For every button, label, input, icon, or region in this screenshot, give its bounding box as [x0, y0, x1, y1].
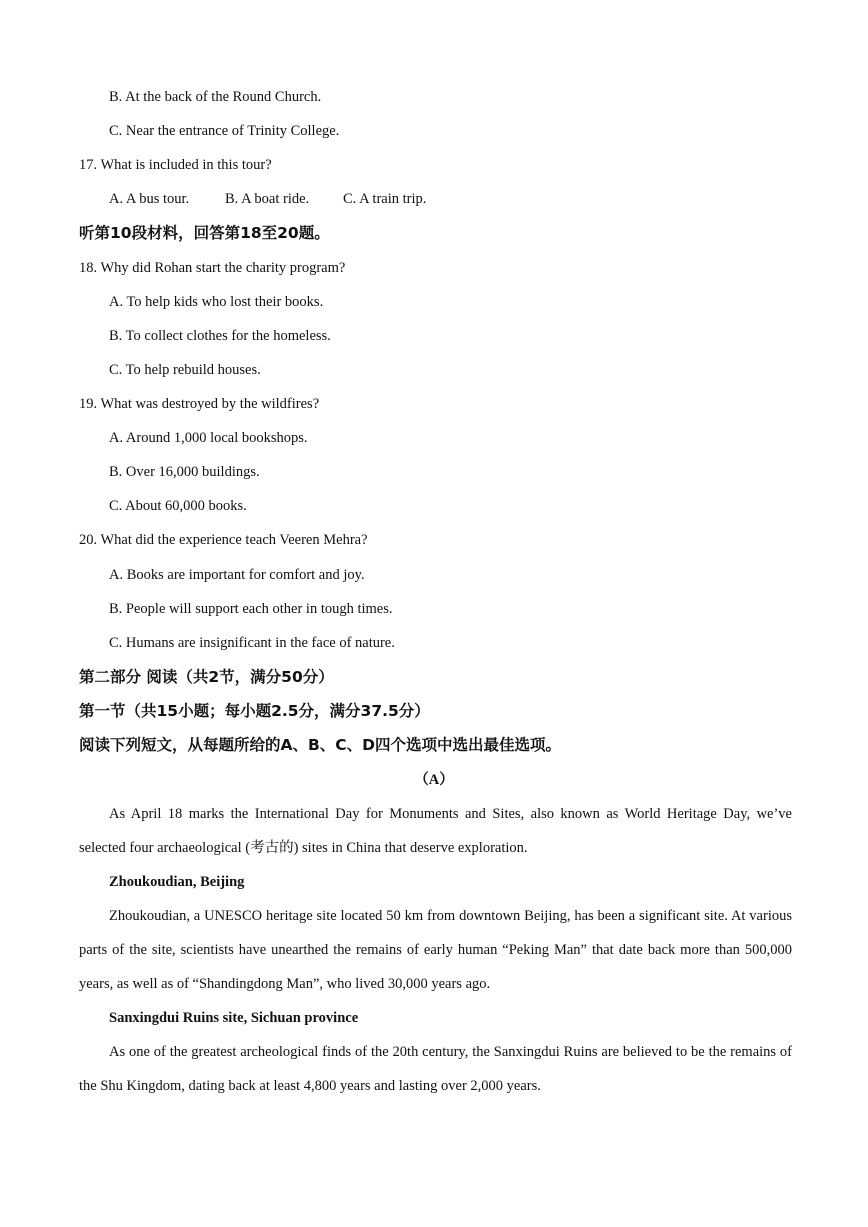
q20-question: 20. What did the experience teach Veeren Mehra? — [79, 532, 368, 548]
q18-option-b: B. To collect clothes for the homeless. — [109, 328, 331, 344]
passage-label: （A） — [414, 772, 454, 788]
q20-option-a: A. Books are important for comfort and joy. — [109, 567, 365, 583]
q19-question: 19. What was destroyed by the wildfires? — [79, 396, 320, 412]
reading-instruction: 阅读下列短文，从每题所给的A、B、C、D四个选项中选出最佳选项。 — [79, 736, 562, 754]
section10-heading: 听第10段材料，回答第18至20题。 — [79, 224, 330, 242]
intro-paragraph: As April 18 marks the International Day for Monuments and Sites, also known as World Heritage Day, we’ve selected four archaeological (考古的) sites in China that deserve exploration. — [79, 806, 792, 856]
q17-option-b: B. A boat ride. — [225, 191, 310, 207]
q19-option-c: C. About 60,000 books. — [109, 498, 247, 514]
q18-question: 18. Why did Rohan start the charity program? — [79, 260, 346, 276]
site2-paragraph: As one of the greatest archeological finds of the 20th century, the Sanxingdui Ruins are believed to be the remains of the Shu Kingdom, dating back at least 4,800 years and lasting over 2,000 years. — [79, 1044, 792, 1094]
q16-option-c: C. Near the entrance of Trinity College. — [109, 123, 340, 139]
q20-option-b: B. People will support each other in tough times. — [109, 601, 393, 617]
part2-heading: 第二部分 阅读（共2节，满分50分） — [79, 668, 334, 686]
q20-option-c: C. Humans are insignificant in the face of nature. — [109, 635, 395, 651]
section1-heading: 第一节（共15小题；每小题2.5分，满分37.5分） — [79, 702, 430, 720]
site1-paragraph: Zhoukoudian, a UNESCO heritage site located 50 km from downtown Beijing, has been a significant site. At various parts of the site, scientists have unearthed the remains of early human “Peking Man” that date back more than 500,000 years, as well as of “Shandingdong Man”, who lived 30,000 years ago. — [79, 908, 792, 992]
q16-option-b: B. At the back of the Round Church. — [109, 89, 322, 105]
q17-options — [0, 189, 868, 209]
q17-question: 17. What is included in this tour? — [79, 157, 272, 173]
q19-option-a: A. Around 1,000 local bookshops. — [109, 430, 308, 446]
q18-option-a: A. To help kids who lost their books. — [109, 294, 324, 310]
site1-title: Zhoukoudian, Beijing — [109, 874, 245, 890]
site2-title: Sanxingdui Ruins site, Sichuan province — [109, 1010, 359, 1026]
q17-option-a: A. A bus tour. — [109, 191, 190, 207]
q19-option-b: B. Over 16,000 buildings. — [109, 464, 260, 480]
q18-option-c: C. To help rebuild houses. — [109, 362, 261, 378]
q17-option-c: C. A train trip. — [343, 191, 427, 207]
